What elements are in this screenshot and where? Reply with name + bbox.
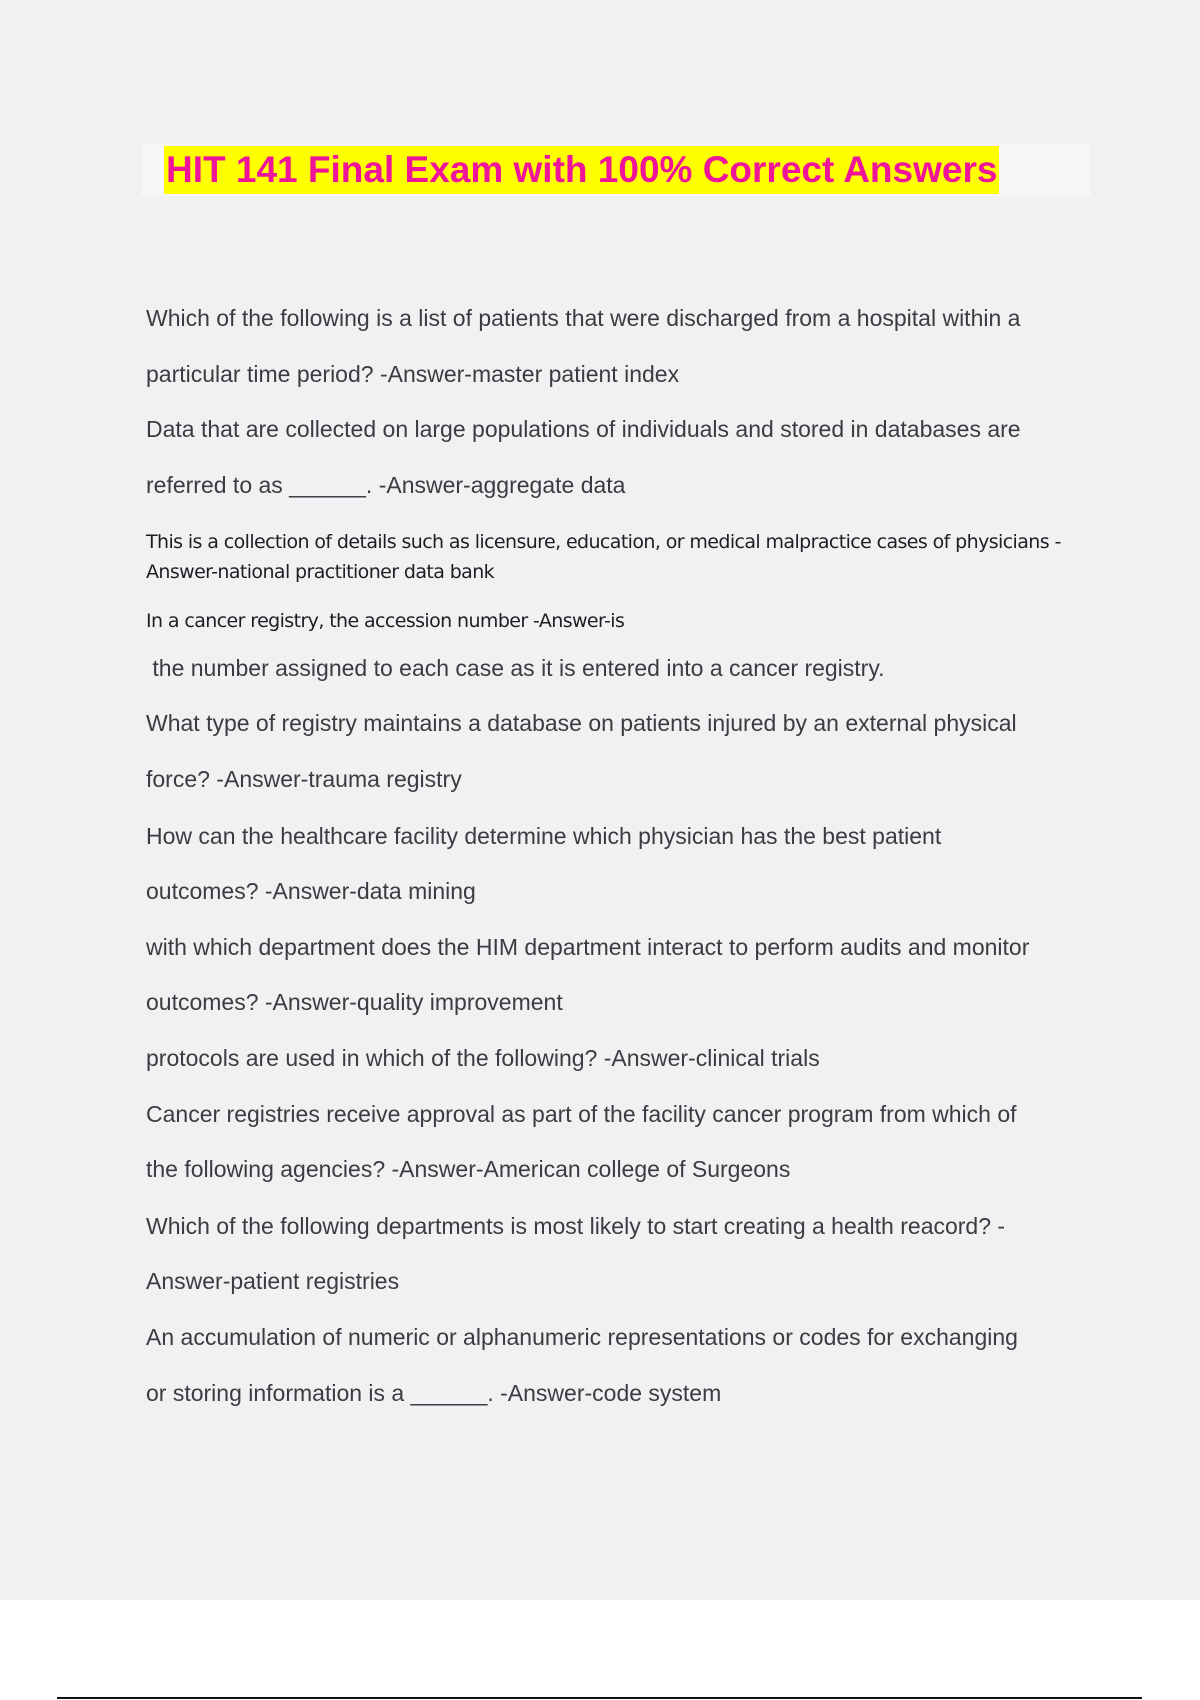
text-line: protocols are used in which of the following? -Answer-clinical trials: [146, 1045, 820, 1071]
text-line: outcomes? -Answer-quality improvement: [146, 989, 563, 1015]
footer-divider: [57, 1697, 1142, 1699]
text-line: force? -Answer-trauma registry: [146, 766, 462, 792]
text-line: In a cancer registry, the accession number -Answer-is: [146, 610, 625, 632]
text-line: Answer-national practitioner data bank: [146, 561, 495, 583]
text-line: the number assigned to each case as it is entered into a cancer registry.: [146, 655, 885, 681]
text-line: Which of the following is a list of patients that were discharged from a hospital within a: [146, 305, 1021, 331]
document-title: HIT 141 Final Exam with 100% Correct Answers: [164, 146, 999, 194]
text-line: Answer-patient registries: [146, 1268, 400, 1294]
text-line: or storing information is a ______. -Answer-code system: [146, 1380, 722, 1406]
text-line: An accumulation of numeric or alphanumeric representations or codes for exchanging: [146, 1324, 1018, 1350]
text-line: Which of the following departments is most likely to start creating a health reacord? -: [146, 1213, 1006, 1239]
text-line: This is a collection of details such as licensure, education, or medical malpractice cases of physicians -: [146, 531, 1061, 553]
text-line: Cancer registries receive approval as part of the facility cancer program from which of: [146, 1101, 1017, 1127]
text-line: particular time period? -Answer-master patient index: [146, 361, 680, 387]
text-line: referred to as ______. -Answer-aggregate data: [146, 472, 626, 498]
text-line: How can the healthcare facility determine which physician has the best patient: [146, 823, 942, 849]
text-line: What type of registry maintains a database on patients injured by an external physical: [146, 710, 1017, 736]
text-line: Data that are collected on large populations of individuals and stored in databases are: [146, 416, 1021, 442]
text-line: with which department does the HIM department interact to perform audits and monitor: [146, 934, 1030, 960]
text-line: the following agencies? -Answer-American college of Surgeons: [146, 1156, 791, 1182]
text-line: outcomes? -Answer-data mining: [146, 878, 476, 904]
